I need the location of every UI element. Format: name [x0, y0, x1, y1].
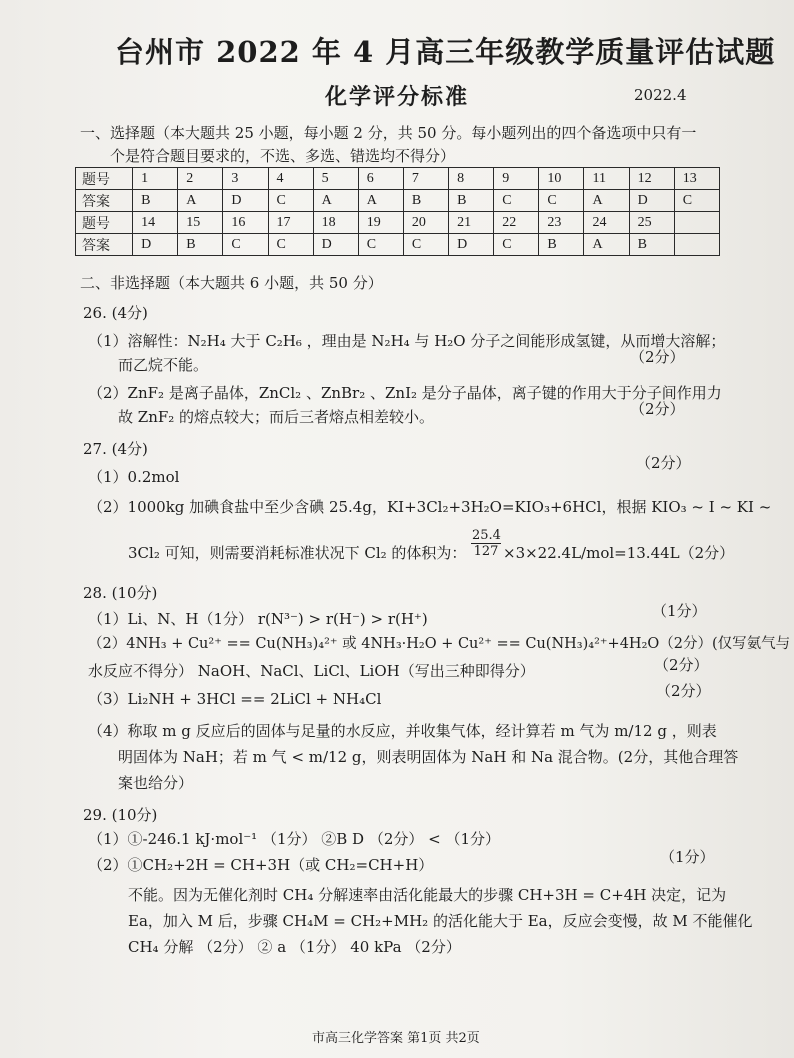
q28-heading: 28. (10分): [83, 584, 158, 602]
table-cell: [674, 234, 719, 256]
table-cell: 4: [268, 168, 313, 190]
table-cell: 5: [313, 168, 358, 190]
table-cell: 11: [584, 168, 629, 190]
table-cell: A: [584, 234, 629, 256]
table-cell: 22: [494, 212, 539, 234]
table-cell: B: [539, 234, 584, 256]
table-cell: B: [629, 234, 674, 256]
table-cell: 16: [223, 212, 268, 234]
table-row: [76, 168, 720, 190]
answer-table: [75, 167, 720, 256]
table-cell: 18: [313, 212, 358, 234]
table-cell: 14: [133, 212, 178, 234]
section2-heading: 二、非选择题（本大题共 6 小题，共 50 分）: [80, 274, 383, 292]
table-cell: 2: [178, 168, 223, 190]
table-cell: C: [494, 190, 539, 212]
table-cell: 20: [403, 212, 448, 234]
table-cell: 1: [133, 168, 178, 190]
table-cell: C: [223, 234, 268, 256]
q27-answer2-result: ×3×22.4L/mol=13.44L（2分）: [503, 544, 735, 562]
q29-answer2-cont: 不能。因为无催化剂时 CH₄ 分解速率由活化能最大的步骤 CH+3H = C+4H 决定，记为: [128, 886, 727, 904]
table-cell: C: [674, 190, 719, 212]
table-cell: C: [494, 234, 539, 256]
table-row-label: 题号: [76, 168, 133, 190]
table-cell: 13: [674, 168, 719, 190]
q29-answer2-cont3: CH₄ 分解 （2分） ② a （1分） 40 kPa （2分）: [128, 938, 461, 956]
table-cell: C: [268, 234, 313, 256]
q29-answer2: （2）①CH₂+2H = CH+3H（或 CH₂=CH+H）: [88, 856, 434, 874]
table-row: [76, 212, 720, 234]
table-cell: C: [539, 190, 584, 212]
table-cell: B: [133, 190, 178, 212]
table-row-label: 答案: [76, 190, 133, 212]
q29-answer1: （1）①-246.1 kJ·mol⁻¹ （1分） ②B D （2分） < （1分）: [88, 830, 501, 848]
table-cell: A: [313, 190, 358, 212]
page-subtitle: 化学评分标准: [325, 84, 470, 110]
q26-answer1-cont: 而乙烷不能。: [118, 356, 209, 374]
q28-answer2-score: （2分）: [654, 656, 709, 674]
table-cell: 10: [539, 168, 584, 190]
q29-answer2-score: （1分）: [660, 848, 715, 866]
table-cell: B: [449, 190, 494, 212]
section1-intro-line2: 个是符合题目要求的，不选、多选、错选均不得分）: [110, 147, 456, 165]
q28-answer2-cont: 水反应不得分） NaOH、NaCl、LiCl、LiOH（写出三种即得分）: [88, 662, 535, 680]
q26-answer1-score: （2分）: [630, 348, 685, 366]
q29-heading: 29. (10分): [83, 806, 158, 824]
table-cell: 21: [449, 212, 494, 234]
page-title: 台州市 2022 年 4 月高三年级教学质量评估试题: [115, 35, 776, 69]
q27-answer2-cont: 3Cl₂ 可知，则需要消耗标准状况下 Cl₂ 的体积为：: [128, 544, 467, 562]
table-cell: D: [313, 234, 358, 256]
table-cell: 23: [539, 212, 584, 234]
q26-answer1: （1）溶解性：N₂H₄ 大于 C₂H₆ ，理由是 N₂H₄ 与 H₂O 分子之间能形成氢键，从而增大溶解；: [88, 332, 726, 350]
table-cell: 12: [629, 168, 674, 190]
q28-answer4-cont2: 案也给分）: [118, 774, 194, 792]
table-row: [76, 234, 720, 256]
q27-answer1: （1）0.2mol: [88, 468, 180, 486]
table-cell: C: [403, 234, 448, 256]
table-cell: 6: [358, 168, 403, 190]
q26-answer2-cont: 故 ZnF₂ 的熔点较大；而后三者熔点相差较小。: [118, 408, 435, 426]
q27-fraction-numerator: 25.4: [472, 528, 501, 543]
q27-answer2: （2）1000kg 加碘食盐中至少含碘 25.4g，KI+3Cl₂+3H₂O=KIO₃+6HCl，根据 KIO₃ ~ I ~ KI ~: [88, 498, 772, 516]
q27-fraction-denominator: 127: [473, 544, 499, 559]
table-cell: A: [178, 190, 223, 212]
q28-answer3: （3）Li₂NH + 3HCl == 2LiCl + NH₄Cl: [88, 690, 382, 708]
table-cell: D: [133, 234, 178, 256]
table-cell: 19: [358, 212, 403, 234]
table-cell: B: [403, 190, 448, 212]
table-cell: D: [449, 234, 494, 256]
table-cell: B: [178, 234, 223, 256]
q28-answer4: （4）称取 m g 反应后的固体与足量的水反应，并收集气体，经计算若 m 气为 m/12 g ，则表: [88, 722, 717, 740]
table-cell: 17: [268, 212, 313, 234]
q28-answer3-score: （2分）: [656, 682, 711, 700]
section1-intro-line1: 一、选择题（本大题共 25 小题，每小题 2 分，共 50 分。每小题列出的四个备选项中只有一: [80, 124, 697, 142]
table-cell: 3: [223, 168, 268, 190]
table-cell: 25: [629, 212, 674, 234]
table-row-label: 题号: [76, 212, 133, 234]
table-cell: 15: [178, 212, 223, 234]
table-cell: 9: [494, 168, 539, 190]
table-cell: C: [268, 190, 313, 212]
table-cell: D: [223, 190, 268, 212]
table-row-label: 答案: [76, 234, 133, 256]
page-footer: 市高三化学答案 第1页 共2页: [312, 1031, 480, 1046]
q27-fraction: [471, 528, 501, 559]
q27-heading: 27. (4分): [83, 440, 148, 458]
table-cell: 24: [584, 212, 629, 234]
table-row: [76, 190, 720, 212]
table-cell: C: [358, 234, 403, 256]
q28-answer2: （2）4NH₃ + Cu²⁺ == Cu(NH₃)₄²⁺ 或 4NH₃·H₂O + Cu²⁺ == Cu(NH₃)₄²⁺+4H₂O（2分）(仅写氨气与: [88, 636, 791, 652]
exam-date: 2022.4: [634, 86, 687, 104]
table-cell: D: [629, 190, 674, 212]
q29-answer2-cont2: Ea，加入 M 后，步骤 CH₄M = CH₂+MH₂ 的活化能大于 Ea，反应会变慢，故 M 不能催化: [128, 912, 753, 930]
table-cell: 8: [449, 168, 494, 190]
table-cell: A: [584, 190, 629, 212]
table-cell: 7: [403, 168, 448, 190]
table-cell: [674, 212, 719, 234]
table-cell: A: [358, 190, 403, 212]
q26-answer2-score: （2分）: [630, 400, 685, 418]
q28-answer1: （1）Li、N、H（1分） r(N³⁻) > r(H⁻) > r(H⁺): [88, 610, 428, 628]
q27-answer1-score: （2分）: [636, 454, 691, 472]
q26-heading: 26. (4分): [83, 304, 148, 322]
q28-answer1-score: （1分）: [652, 602, 707, 620]
q28-answer4-cont: 明固体为 NaH；若 m 气 < m/12 g，则表明固体为 NaH 和 Na 混合物。(2分，其他合理答: [118, 748, 739, 766]
q26-answer2: （2）ZnF₂ 是离子晶体，ZnCl₂ 、ZnBr₂ 、ZnI₂ 是分子晶体，离子键的作用大于分子间作用力: [88, 384, 722, 402]
